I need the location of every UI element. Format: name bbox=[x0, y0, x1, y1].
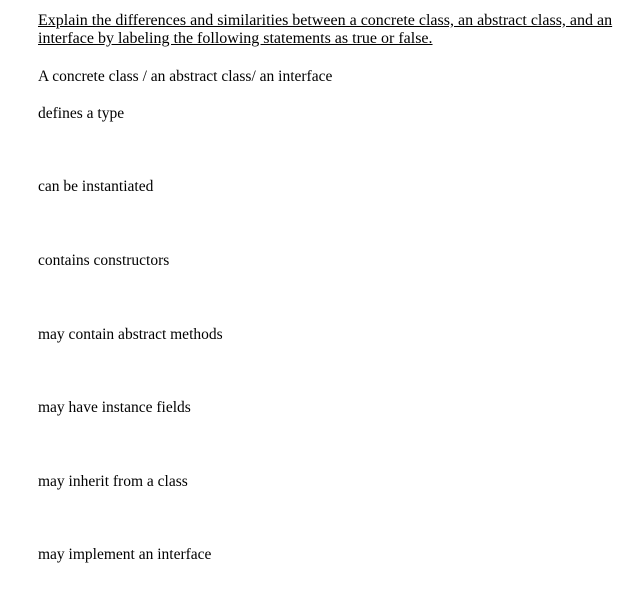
subheading: A concrete class / an abstract class/ an interface bbox=[38, 68, 333, 85]
statement-may-inherit-from-a-class: may inherit from a class bbox=[38, 473, 188, 490]
statement-can-be-instantiated: can be instantiated bbox=[38, 178, 154, 195]
statement-may-contain-abstract-methods: may contain abstract methods bbox=[38, 326, 223, 343]
statement-may-have-instance-fields: may have instance fields bbox=[38, 399, 191, 416]
instructions-line-1: Explain the differences and similarities between a concrete class, an abstract class, and an bbox=[38, 12, 613, 29]
statement-defines-a-type: defines a type bbox=[38, 105, 125, 122]
instructions-text bbox=[38, 12, 628, 48]
instructions-line-2: interface by labeling the following statements as true or false. bbox=[38, 30, 433, 47]
statement-contains-constructors: contains constructors bbox=[38, 252, 170, 269]
statement-may-implement-an-interface: may implement an interface bbox=[38, 546, 212, 563]
